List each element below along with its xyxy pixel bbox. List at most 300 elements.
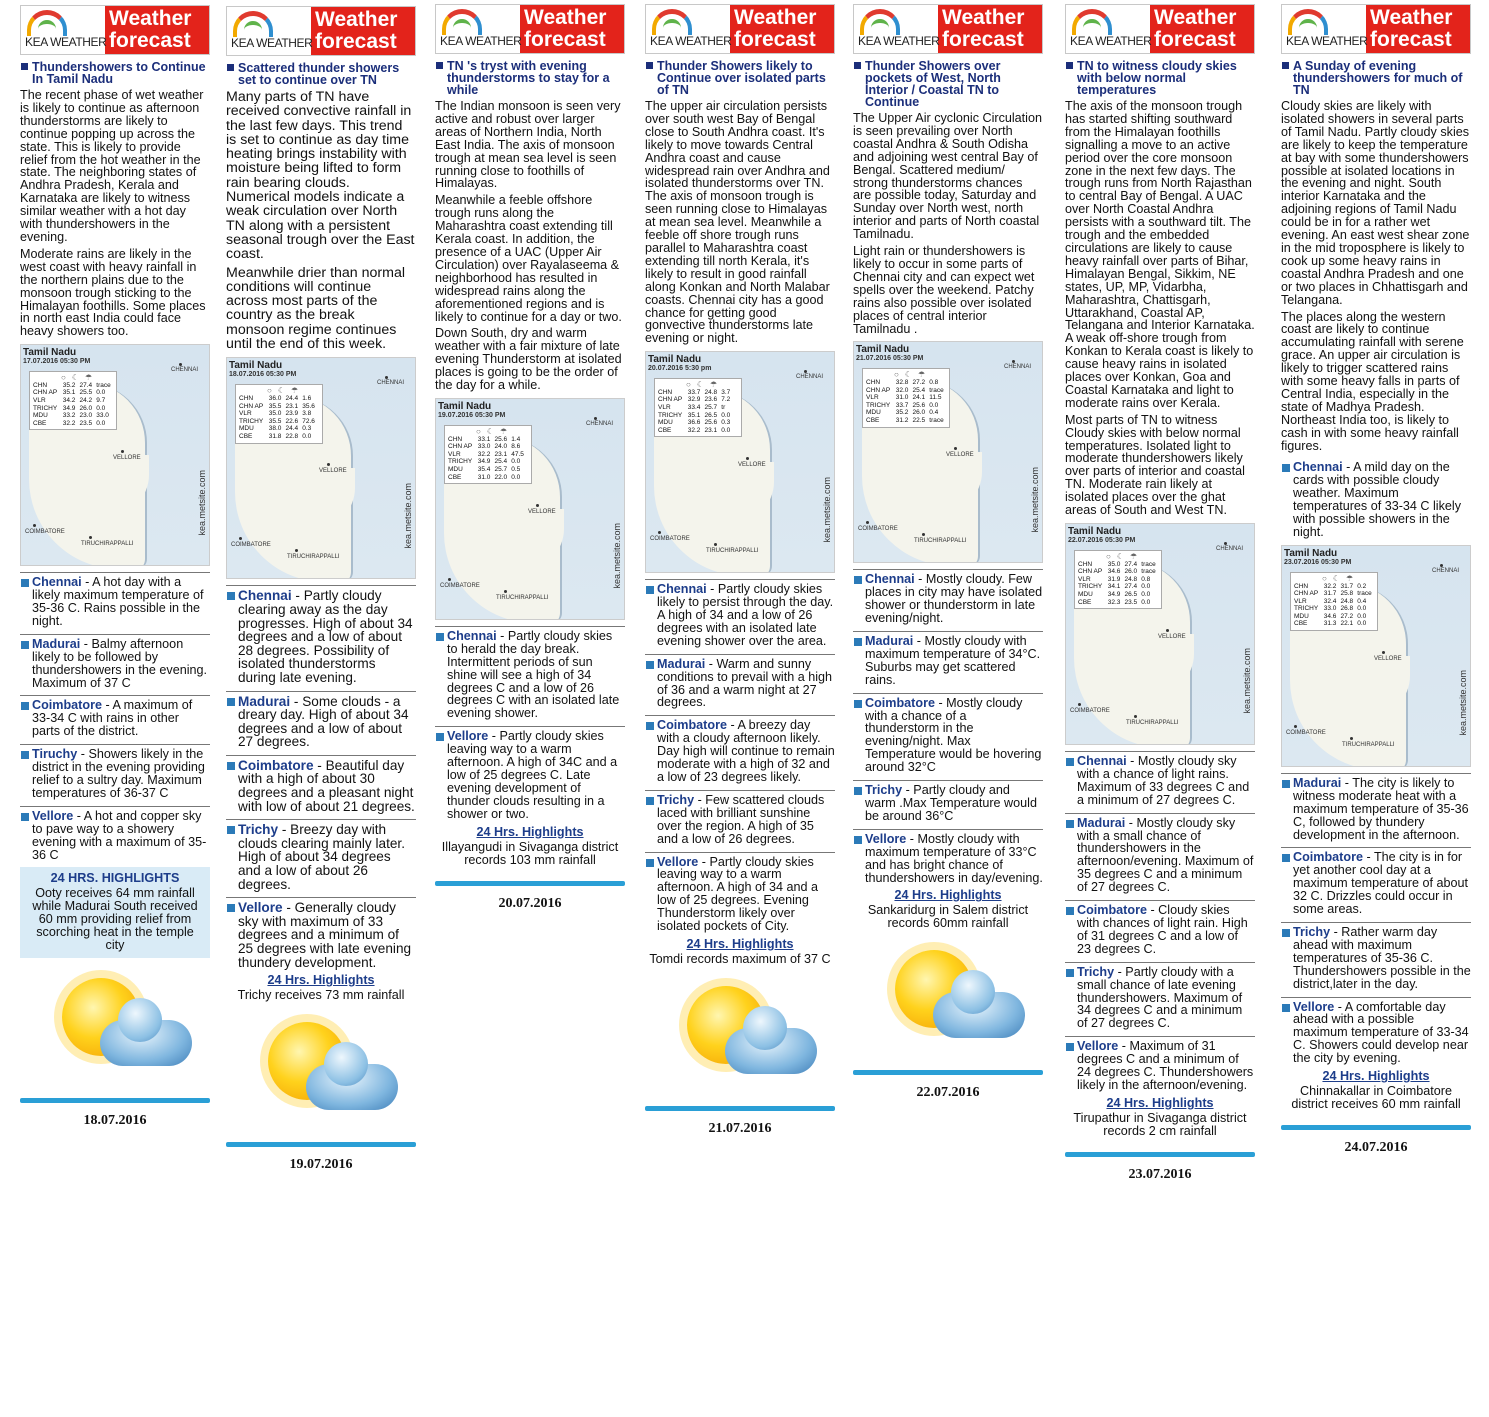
table-cell: 22.0 xyxy=(494,473,508,481)
table-cell: 35.4 xyxy=(477,465,491,473)
table-cell: 0.0 xyxy=(721,411,731,419)
table-cell: 32.3 xyxy=(1107,598,1121,606)
table-cell: 23.1 xyxy=(285,402,299,410)
table-row xyxy=(658,412,738,420)
table-cell: 35.1 xyxy=(687,411,701,419)
city-name: Vellore xyxy=(1077,1039,1119,1054)
cloud-icon xyxy=(100,1020,192,1066)
table-cell: 31.0 xyxy=(895,394,909,402)
table-cell: MDU xyxy=(1078,590,1093,598)
city-label: VELLORE xyxy=(1158,634,1186,640)
city-forecast-text: - Few scattered clouds laced with brilliant sunshine over the region. A high of 35 and a low of 26 degrees. xyxy=(657,792,825,846)
masthead-title-line2: forecast xyxy=(109,29,191,52)
map-date: 22.07.2016 05:30 PM xyxy=(1068,537,1136,544)
city-forecast-text: - Showers likely in the district in the evening providing relief to a sultry day. Maximum temperatures of 36-37 C xyxy=(32,747,205,800)
table-cell: trace xyxy=(1141,560,1156,568)
table-cell: 0.0 xyxy=(96,389,106,397)
city-dot xyxy=(594,417,597,420)
table-cell: 31.3 xyxy=(1323,620,1337,628)
weather-icons-row: ○☾☂ xyxy=(267,386,305,396)
city-forecast xyxy=(226,819,416,891)
table-cell: VLR xyxy=(448,450,461,458)
city-forecast-text: - A mild day on the cards with possible cloudy weather. Maximum temperatures of 33-34 C likely with possible showers in the night. xyxy=(1293,460,1461,539)
edition-date: 18.07.2016 xyxy=(83,1113,147,1129)
sun-cloud-icon xyxy=(40,968,190,1088)
table-cell: 32.0 xyxy=(895,386,909,394)
table-cell: 27.2 xyxy=(1340,612,1354,620)
table-cell: 32.2 xyxy=(687,426,701,434)
table-cell: 26.0 xyxy=(1124,568,1138,576)
city-name: Madurai xyxy=(32,636,81,651)
table-cell: 24.4 xyxy=(285,394,299,402)
table-cell: 33.0 xyxy=(1323,605,1337,613)
city-name: Coimbatore xyxy=(865,695,935,710)
table-cell: 36.6 xyxy=(687,419,701,427)
city-dot xyxy=(1078,703,1081,706)
city-name: Trichy xyxy=(657,792,695,807)
tamil-nadu-map xyxy=(645,351,835,573)
table-cell: 23.6 xyxy=(704,396,718,404)
city-name: Chennai xyxy=(238,588,292,604)
table-cell: 23.0 xyxy=(79,412,93,420)
body-paragraph: The upper air circulation persists over south west Bay of Bengal close to South Andhra coast. It's likely to move towards Central Andhra coast and cause widespread rain over Andhra and isolated thunderstorms over TN. The axis of monsoon trough is seen running close to Himalayas at mean sea level. Meanwhile a feeble off shore trough runs parallel to Maharashtra coast extending till north Kerala, it's likely to result in good rainfall along Konkan and North Malabar coasts. Chennai city has a good chance for getting good gonvective thunderstorms late evening or night. xyxy=(645,99,830,346)
table-row xyxy=(1294,590,1374,598)
weather-icons-row: ○☾☂ xyxy=(894,370,932,380)
table-cell: 47.5 xyxy=(511,450,524,458)
table-cell: MDU xyxy=(658,419,673,427)
map-source: kea.metsite.com xyxy=(1242,648,1252,714)
table-cell: TRICHY xyxy=(1294,605,1319,613)
table-cell: 0.0 xyxy=(929,401,939,409)
table-cell: CBE xyxy=(239,432,253,440)
city-forecast-text: - A hot day with a likely maximum temperature of 35-36 C. Rains possible in the night. xyxy=(32,575,204,628)
masthead-title-line1: Weather xyxy=(942,6,1025,29)
table-cell: VLR xyxy=(658,404,671,411)
table-cell: 31.7 xyxy=(1340,582,1354,590)
city-dot xyxy=(1440,564,1443,567)
table-row xyxy=(866,402,946,410)
divider xyxy=(435,881,625,886)
city-forecast-text: - Partly cloudy with a small chance of late evening thundershowers. Maximum of 34 degrees C and a minimum of 27 degrees C. xyxy=(1077,964,1243,1031)
table-row xyxy=(658,419,738,427)
city-label: CHENNAI xyxy=(377,380,405,387)
table-cell: trace xyxy=(1357,590,1372,598)
table-cell: 11.5 xyxy=(929,394,942,402)
table-cell: trace xyxy=(1141,568,1156,576)
city-forecast-text: - Balmy afternoon likely to be followed by thundershowers in the evening. Maximum of 37 C xyxy=(32,636,208,690)
table-cell: CHN AP xyxy=(448,443,473,451)
divider xyxy=(853,1070,1043,1075)
headline: Scattered thunder showers set to continue over TN xyxy=(226,62,416,86)
table-cell: 31.9 xyxy=(1107,575,1121,583)
divider xyxy=(226,1142,416,1147)
table-cell: 7.2 xyxy=(721,396,731,404)
city-label: VELLORE xyxy=(319,468,347,475)
table-row xyxy=(448,436,528,444)
table-row xyxy=(448,474,528,482)
table-cell: tr xyxy=(721,404,726,411)
table-cell: 33.1 xyxy=(477,435,491,443)
table-cell: 32.2 xyxy=(1323,582,1337,590)
table-cell: 35.0 xyxy=(1107,560,1121,568)
table-cell: trace xyxy=(929,386,944,394)
city-forecast xyxy=(645,579,835,648)
masthead-title-line1: Weather xyxy=(1154,6,1237,29)
table-cell: 31.0 xyxy=(477,473,491,481)
table-cell: 8.6 xyxy=(511,443,521,451)
table-cell: MDU xyxy=(1294,612,1309,620)
city-dot xyxy=(239,537,242,540)
city-forecast xyxy=(1065,813,1255,894)
table-cell: 25.5 xyxy=(79,389,93,397)
city-name: Madurai xyxy=(865,634,914,649)
table-cell: 72.6 xyxy=(302,417,315,425)
city-dot xyxy=(1012,360,1015,363)
map-date: 18.07.2016 05:30 PM xyxy=(229,371,297,379)
masthead-title-line2: forecast xyxy=(1370,28,1452,51)
table-cell: 0.0 xyxy=(302,432,312,440)
table-cell: 27.2 xyxy=(912,379,926,386)
body-paragraph: Meanwhile drier than normal conditions will continue across most parts of the country as the break monsoon regime continues until the end of this week. xyxy=(226,264,406,353)
forecast-column xyxy=(1065,4,1255,1183)
city-name: Coimbatore xyxy=(238,757,314,773)
table-cell: CHN AP xyxy=(658,396,683,404)
city-forecast xyxy=(226,691,416,749)
table-cell: 32.2 xyxy=(62,419,76,427)
tamil-nadu-map xyxy=(1065,523,1255,745)
kea-weather-logo xyxy=(436,5,520,53)
city-name: Vellore xyxy=(865,831,907,846)
city-label: VELLORE xyxy=(113,455,141,462)
table-cell: 0.8 xyxy=(929,379,939,386)
highlights-text: Illayangudi in Sivaganga district records 103 mm rainfall xyxy=(441,839,619,867)
table-cell: 34.9 xyxy=(62,404,76,412)
city-forecast-text: - Partly cloudy skies likely to persist through the day. A high of 34 and a low of 26 degrees with an isolated late evening shower over the area. xyxy=(657,582,834,648)
sun-cloud-icon xyxy=(246,1012,396,1132)
table-cell: 25.6 xyxy=(704,419,718,427)
divider xyxy=(1281,1125,1471,1130)
table-cell: TRICHY xyxy=(658,411,683,419)
sun-cloud-icon xyxy=(665,976,815,1096)
table-cell: TRICHY xyxy=(448,458,473,466)
city-forecast xyxy=(853,780,1043,823)
table-cell: 35.6 xyxy=(302,402,315,410)
highlights-title: 24 Hrs. Highlights xyxy=(894,888,1002,903)
city-label: CHENNAI xyxy=(586,420,614,427)
table-cell: VLR xyxy=(1294,597,1307,605)
masthead xyxy=(20,5,210,55)
edition-date: 20.07.2016 xyxy=(498,895,562,911)
city-name: Vellore xyxy=(32,808,74,823)
kea-weather-logo xyxy=(1282,5,1366,53)
table-row xyxy=(1078,583,1158,591)
body-paragraph: Down South, dry and warm weather with a fair mixture of late evening Thunderstorm at isolated places is going to be the order of the day for a while. xyxy=(435,326,622,393)
city-label: CHENNAI xyxy=(1004,364,1032,371)
divider xyxy=(645,1106,835,1111)
city-forecast xyxy=(853,569,1043,625)
logo-rays-icon xyxy=(27,10,67,36)
table-cell: CHN xyxy=(866,379,881,386)
tamil-nadu-map xyxy=(1281,545,1471,767)
table-cell: CBE xyxy=(1078,598,1092,606)
table-cell: 3.7 xyxy=(721,388,731,396)
city-forecast-text: - Beautiful day with a high of about 30 degrees and a pleasant night with low of about 21 degrees. xyxy=(238,757,415,814)
table-row xyxy=(866,409,946,417)
table-row xyxy=(448,443,528,451)
city-name: Vellore xyxy=(657,854,699,869)
city-forecast-text: - The city is in for yet another cool day at a maximum temperature of about 32 C. Drizzles could occur in some areas. xyxy=(1293,850,1468,917)
table-row xyxy=(1078,568,1158,576)
city-name: Coimbatore xyxy=(32,698,102,713)
tamil-nadu-map xyxy=(853,341,1043,563)
forecast-column xyxy=(853,4,1043,1101)
table-cell: 27.4 xyxy=(79,381,93,389)
table-row xyxy=(239,425,319,433)
table-cell: 26.5 xyxy=(1124,590,1138,598)
weather-icons-row: ○☾☂ xyxy=(1106,552,1144,561)
headline: TN 's tryst with evening thunderstorms to stay for a while xyxy=(435,60,625,96)
body-paragraph: The axis of the monsoon trough has started shifting southward from the Himalayan foothills signalling a move to an active period over the core monsoon zone in the next few days. The trough runs from North Rajasthan to central Bay of Bengal. A UAC over North Coastal Andhra persists with a southward tilt. The trough and the embedded circulations are likely to cause heavy rainfall over parts of Bihar, Himalayan Bengal, Sikkim, NE states, UP, MP, Vidarbha, Maharashtra, Chattisgarh, Uttarakhand, Coastal AP, Telangana and Interior Karnataka. A weak off-shore trough from Konkan to Kerala coast is likely to cause heavy rains in isolated places over Konkan, Goa and Coastal Karnataka and light to moderate rains over Kerala. xyxy=(1065,99,1255,410)
body-paragraph: Most parts of TN to witness Cloudy skies with below normal temperatures. Isolated light to moderate thundershowers likely over parts of interior and coastal TN. Moderate rain likely at isolated places over the ghat areas of South and West TN. xyxy=(1065,412,1245,518)
map-date: 20.07.2016 5:30 pm xyxy=(648,365,712,373)
city-name: Madurai xyxy=(1293,775,1342,790)
table-cell: CHN xyxy=(1294,582,1309,590)
city-forecast-text: - Warm and sunny conditions to prevail with a high of 36 and a warm night at 27 degrees. xyxy=(657,656,833,710)
map-title: Tamil Nadu xyxy=(23,347,77,359)
table-cell: 0.3 xyxy=(721,419,731,427)
table-cell: 23.5 xyxy=(79,419,93,427)
highlights-text: Sankaridurg in Salem district records 60mm rainfall xyxy=(867,903,1029,931)
table-cell: 35.5 xyxy=(268,417,282,425)
table-cell: 0.0 xyxy=(1357,612,1367,620)
city-dot xyxy=(1294,725,1297,728)
table-cell: 25.6 xyxy=(494,435,508,443)
highlights-text: Ooty receives 64 mm rainfall while Madurai South received 60 mm providing relief from scorching heat in the temple city xyxy=(32,886,198,953)
masthead-title xyxy=(938,5,1042,53)
city-name: Trichy xyxy=(865,783,903,798)
edition-date: 19.07.2016 xyxy=(289,1157,353,1173)
city-forecast xyxy=(1065,900,1255,956)
masthead-title-line1: Weather xyxy=(1370,6,1453,29)
city-forecast-text: - Partly cloudy and warm .Max Temperature would be around 36°C xyxy=(865,783,1037,823)
map-date: 19.07.2016 05:30 PM xyxy=(438,411,506,419)
table-cell: 32.2 xyxy=(477,450,491,458)
cloud-icon xyxy=(306,1064,398,1110)
map-date: 23.07.2016 05:30 PM xyxy=(1284,558,1352,566)
city-name: Coimbatore xyxy=(1077,903,1147,918)
table-cell: VLR xyxy=(33,397,46,404)
city-forecast xyxy=(1281,847,1471,916)
table-row xyxy=(866,379,946,387)
table-cell: 25.4 xyxy=(494,458,508,466)
table-cell: 36.0 xyxy=(268,394,282,402)
table-cell: 0.4 xyxy=(929,409,939,417)
city-dot xyxy=(179,363,182,366)
city-forecast-text: - Partly cloudy skies leaving way to a warm afternoon. A high of 34C and a low of 25 degrees C. Late evening development of thunder clouds resulting in a shower or two. xyxy=(447,729,618,821)
table-row xyxy=(1294,583,1374,591)
table-cell: 22.6 xyxy=(285,417,299,425)
table-cell: CHN xyxy=(33,381,48,389)
city-forecast-text: - Mostly cloudy with maximum temperature of 34°C. Suburbs may get scattered rains. xyxy=(865,634,1041,687)
table-cell: 32.8 xyxy=(895,379,909,386)
table-cell: CBE xyxy=(1294,620,1308,628)
masthead-title-line1: Weather xyxy=(315,8,398,31)
city-label: TIRUCHIRAPPALLI xyxy=(81,541,134,548)
city-label: VELLORE xyxy=(1374,655,1402,662)
edition-date: 21.07.2016 xyxy=(708,1120,772,1136)
table-cell: 22.1 xyxy=(1340,620,1354,628)
table-cell: 33.4 xyxy=(687,404,701,411)
weather-icons-row: ○☾☂ xyxy=(1322,573,1360,583)
table-cell: CBE xyxy=(866,416,880,424)
city-name: Chennai xyxy=(865,572,915,587)
city-forecast xyxy=(645,715,835,784)
table-cell: 26.8 xyxy=(1340,605,1354,613)
table-cell: 34.9 xyxy=(477,458,491,466)
table-row xyxy=(658,389,738,397)
city-label: VELLORE xyxy=(946,452,974,459)
table-row xyxy=(866,417,946,425)
city-forecast-text: - Rather warm day ahead with maximum temperatures of 35-36 C. Thundershowers possible in the district,later in the day. xyxy=(1293,924,1471,991)
tamil-nadu-map xyxy=(226,357,416,579)
table-cell: 0.0 xyxy=(1141,590,1151,598)
table-row xyxy=(448,458,528,466)
forecast-column xyxy=(226,6,416,1173)
table-cell: 35.1 xyxy=(62,389,76,397)
table-cell: 26.0 xyxy=(79,404,93,412)
divider xyxy=(20,1098,210,1103)
city-forecast xyxy=(853,693,1043,774)
city-forecast xyxy=(1281,922,1471,991)
table-cell: 23.5 xyxy=(1124,598,1138,606)
logo-rays-icon xyxy=(1072,9,1112,35)
table-cell: 0.4 xyxy=(1357,597,1367,605)
table-cell: 23.1 xyxy=(494,450,508,458)
body-paragraph: Moderate rains are likely in the west coast with heavy rainfall in the northern plains due to the monsoon trough sticking to the Himalayan foothills. Some places in north east India could face heavy showers too. xyxy=(20,246,206,339)
city-name: Chennai xyxy=(1077,754,1127,768)
city-name: Vellore xyxy=(1293,999,1335,1014)
city-label: CHENNAI xyxy=(1432,567,1460,574)
tamil-nadu-map xyxy=(20,344,210,566)
table-row xyxy=(33,389,113,397)
city-label: CHENNAI xyxy=(171,367,199,374)
masthead xyxy=(435,4,625,54)
body-paragraph: The places along the western coast are likely to continue accumulating rainfall with serene grace. An upper air circulation is likely to trigger scattered rains with some heavy falls in parts of Central India, especially in the state of Madhya Pradesh. Northeast India too, is likely to cash in with some heavy rainfall figures. xyxy=(1281,309,1464,453)
highlights-title: 24 Hrs. Highlights xyxy=(476,824,584,839)
city-forecast-text: - A comfortable day ahead with a possible maximum temperature of 33-34 C. Showers could develop near the city by evening. xyxy=(1293,999,1469,1066)
table-cell: 0.3 xyxy=(302,425,312,433)
table-row xyxy=(448,451,528,459)
weather-icons-row: ○☾☂ xyxy=(476,426,514,436)
city-forecast xyxy=(645,790,835,846)
table-cell: 27.4 xyxy=(1124,583,1138,591)
city-label: TIRUCHIRAPPALLI xyxy=(287,554,340,561)
forecast-column xyxy=(1281,4,1471,1156)
weather-icons-row: ○☾☂ xyxy=(61,373,99,383)
map-source: kea.metsite.com xyxy=(197,469,207,536)
city-label: TIRUCHIRAPPALLI xyxy=(914,538,967,545)
map-title: Tamil Nadu xyxy=(1068,526,1122,537)
table-cell: 23.9 xyxy=(285,410,299,418)
city-dot xyxy=(1134,715,1137,718)
body-paragraph: Meanwhile a feeble offshore trough runs along the Maharashtra coast extending till Kerala coast. In addition, the presence of a UAC (Upper Air Circulation) over Rayalaseema & neighborhood has resulted in widespread rains along the aforementioned regions and is likely to continue for a day or two. xyxy=(435,193,622,324)
table-cell: 33.0 xyxy=(96,412,109,420)
city-label: CHENNAI xyxy=(1216,546,1244,552)
table-cell: 24.8 xyxy=(704,388,718,396)
table-cell: 24.0 xyxy=(494,443,508,451)
table-cell: TRICHY xyxy=(239,417,264,425)
city-forecast xyxy=(1281,997,1471,1066)
city-label: TIRUCHIRAPPALLI xyxy=(706,548,759,555)
table-row xyxy=(239,418,319,426)
city-name: Madurai xyxy=(1077,815,1126,830)
table-cell: 25.7 xyxy=(704,404,718,411)
forecast-column xyxy=(20,5,210,1129)
table-cell: 0.0 xyxy=(1141,598,1151,606)
masthead-title-line2: forecast xyxy=(315,30,397,53)
city-forecast-text: - Mostly cloudy. Few places in city may have isolated shower or thunderstorm in late evening/night. xyxy=(865,572,1043,626)
edition-date: 23.07.2016 xyxy=(1128,1166,1192,1182)
table-row xyxy=(1078,599,1158,607)
table-cell: CHN AP xyxy=(239,402,264,410)
masthead-title xyxy=(1150,5,1254,53)
table-cell: 0.0 xyxy=(1141,583,1151,591)
city-label: COIMBATORE xyxy=(25,529,65,536)
forecast-column xyxy=(435,4,625,912)
masthead-title-line2: forecast xyxy=(524,28,606,51)
table-cell: trace xyxy=(96,381,111,389)
table-row xyxy=(658,396,738,404)
highlights-title: 24 HRS. HIGHLIGHTS xyxy=(50,871,180,886)
table-cell: MDU xyxy=(33,412,48,420)
highlights-title: 24 Hrs. Highlights xyxy=(686,936,794,951)
table-cell: 25.4 xyxy=(912,386,926,394)
table-cell: 31.2 xyxy=(895,416,909,424)
table-cell: 35.5 xyxy=(268,402,282,410)
table-row xyxy=(33,412,113,420)
highlights-text: Tirupathur in Sivaganga district records 2 cm rainfall xyxy=(1073,1110,1247,1138)
map-date: 17.07.2016 05:30 PM xyxy=(23,358,91,366)
map-title: Tamil Nadu xyxy=(1284,547,1338,559)
table-cell: CHN AP xyxy=(866,386,891,394)
table-cell: VLR xyxy=(1078,575,1091,583)
city-dot xyxy=(504,590,507,593)
kea-weather-logo xyxy=(646,5,730,53)
masthead-title-line2: forecast xyxy=(734,28,816,51)
logo-text: KEA WEATHER xyxy=(1070,34,1152,48)
cloud-icon xyxy=(725,1028,817,1074)
masthead-title-line1: Weather xyxy=(524,6,607,29)
city-forecast-text: - Generally cloudy sky with maximum of 33 degrees and a minimum of 25 degrees with late evening thundery development. xyxy=(238,900,412,970)
kea-weather-logo xyxy=(1066,5,1150,53)
logo-text: KEA WEATHER xyxy=(650,34,732,48)
forecast-column xyxy=(645,4,835,1137)
table-row xyxy=(658,427,738,435)
city-dot xyxy=(385,376,388,379)
city-name: Coimbatore xyxy=(1293,850,1363,865)
city-forecast-text: - Mostly cloudy with maximum temperature of 33°C and has bright chance of thundershowers in day/evening. xyxy=(865,831,1043,885)
city-forecast xyxy=(1065,962,1255,1031)
city-forecast-text: - Breezy day with clouds clearing mainly later. High of about 34 degrees and a low of about 26 degrees. xyxy=(238,822,405,892)
masthead-title-line2: forecast xyxy=(1154,28,1236,51)
city-forecast-text: - Some clouds - a dreary day. High of about 34 degrees and a low of about 27 degrees. xyxy=(238,693,409,750)
table-row xyxy=(1294,605,1374,613)
table-cell: CHN AP xyxy=(1078,568,1103,576)
table-cell: CBE xyxy=(658,426,672,434)
masthead xyxy=(853,4,1043,54)
city-forecast xyxy=(645,852,835,933)
table-cell: CBE xyxy=(448,473,462,481)
